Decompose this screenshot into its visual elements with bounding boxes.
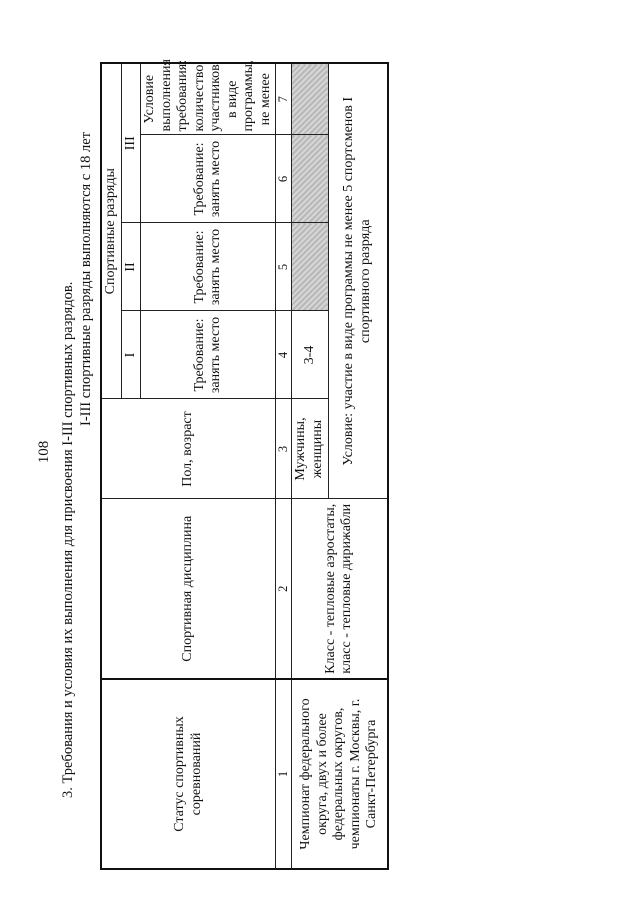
header-req-place-1: Требование: занять место [141,311,276,399]
cell-shaded-rank-2 [291,223,328,311]
cell-shaded-condition [291,63,328,135]
rotated-page [20,22,620,882]
column-numbers-row [276,63,292,869]
age-subheading: I-III спортивные разряды выполняются с 18 лет [78,132,94,427]
col-number-3: 3 [276,399,292,499]
cell-status: Чемпионат федерального округа, двух и более федеральных округов, чемпионаты г. Москвы, г. Санкт-Петербурга [291,679,388,869]
header-discipline: Спортивная дисциплина [101,499,276,679]
header-req-place-2: Требование: занять место [141,223,276,311]
header-ranks-group: Спортивные разряды [101,63,121,399]
col-number-7: 7 [276,63,292,135]
header-status: Статус спортивных соревнований [101,679,276,869]
header-req-condition: Условие выполнения требования: количество участников в виде программы, не менее [141,63,276,135]
header-req-place-3: Требование: занять место [141,135,276,223]
page-number: 108 [36,440,52,464]
section-heading: 3. Требования и условия их выполнения для присвоения I-III спортивных разрядов. [60,281,76,798]
col-number-2: 2 [276,499,292,679]
col-number-4: 4 [276,311,292,399]
header-rank-2: II [121,223,141,311]
table-row [291,63,328,869]
cell-condition-note: Условие: участие в виде программы не менее 5 спортсменов I спортивного разряда [328,63,388,499]
cell-place-1: 3-4 [291,311,328,399]
col-number-6: 6 [276,135,292,223]
cell-discipline: Класс - тепловые аэростаты, класс - тепловые дирижабли [291,499,388,679]
col-number-1: 1 [276,679,292,869]
header-rank-1: I [121,311,141,399]
cell-sex-age: Мужчины, женщины [291,399,328,499]
header-rank-3: III [121,63,141,223]
requirements-table [100,59,389,870]
col-number-5: 5 [276,223,292,311]
header-sex-age: Пол, возраст [101,399,276,499]
cell-shaded-rank-3 [291,135,328,223]
